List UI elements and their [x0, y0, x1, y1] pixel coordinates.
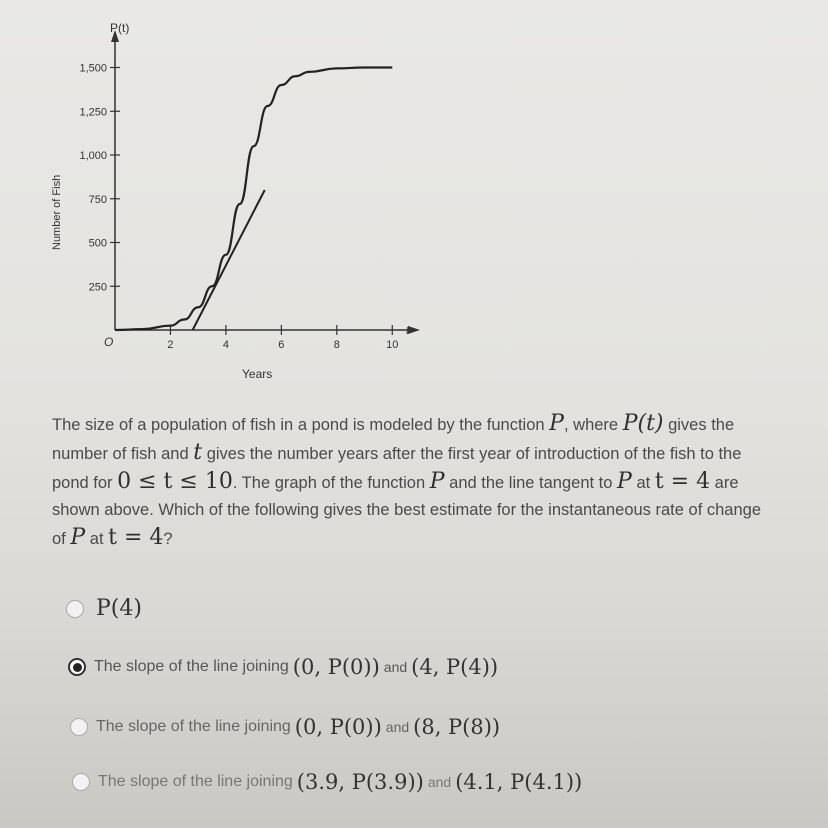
- y-axis-label: Number of Fish: [51, 174, 63, 250]
- option-2-label: The slope of the line joining: [94, 658, 289, 675]
- option-3-label: The slope of the line joining: [96, 718, 291, 735]
- option-3-radio[interactable]: [70, 718, 88, 736]
- y-axis-top-label: P(t): [110, 21, 130, 35]
- option-4-and: and: [427, 774, 452, 790]
- option-1-radio[interactable]: [66, 600, 84, 618]
- x-tick-label: 6: [278, 339, 285, 351]
- curves: [115, 68, 392, 331]
- origin-label: O: [104, 335, 114, 349]
- option-3-point-a: (0, P(0)): [294, 715, 382, 739]
- x-tick-label: 10: [386, 339, 399, 351]
- y-tick-label: 750: [88, 193, 107, 206]
- option-4-label: The slope of the line joining: [98, 773, 293, 790]
- question-text: The size of a population of fish in a pond is modeled by the function P, where P(t) gives the number of fish and t gives the number years after the first year of introduction of the fish to the pond for 0 ≤ t ≤ 10. The graph of the function P and the line tangent to P at t = 4 are shown above. Which of the following gives the best estimate for the instantaneous rate of change of P at t = 4?: [52, 411, 762, 550]
- x-tick-label: 2: [167, 339, 174, 351]
- option-2-and: and: [383, 659, 408, 675]
- option-2-radio-selected[interactable]: [68, 658, 86, 676]
- option-1-math: P(4): [96, 596, 142, 621]
- option-3[interactable]: [70, 715, 504, 739]
- population-curve: [115, 68, 392, 331]
- option-4-point-b: (4.1, P(4.1)): [455, 770, 583, 794]
- x-tick-label: 4: [222, 339, 229, 351]
- y-tick-label: 500: [88, 237, 107, 250]
- option-4[interactable]: [72, 770, 586, 794]
- option-3-point-b: (8, P(8)): [413, 715, 501, 739]
- y-tick-label: 1,250: [79, 106, 107, 119]
- x-axis-label: Years: [242, 367, 273, 381]
- x-axis-arrow: [408, 326, 420, 334]
- y-tick-label: 1,000: [79, 150, 107, 162]
- option-1[interactable]: [66, 596, 146, 621]
- x-tick-label: 8: [333, 339, 340, 351]
- option-2-point-b: (4, P(4)): [411, 655, 499, 679]
- axes: [111, 30, 420, 334]
- y-tick-label: 250: [88, 281, 107, 294]
- option-2-point-a: (0, P(0)): [292, 655, 380, 679]
- option-4-radio[interactable]: [72, 773, 90, 791]
- option-4-point-a: (3.9, P(3.9)): [296, 770, 424, 794]
- x-axis-end-label: t: [406, 323, 410, 337]
- option-3-and: and: [385, 719, 410, 735]
- ticks: [79, 63, 398, 352]
- population-chart: [0, 0, 828, 400]
- option-2[interactable]: [68, 655, 502, 679]
- y-tick-label: 1,500: [79, 62, 107, 75]
- tangent-line: [193, 190, 265, 330]
